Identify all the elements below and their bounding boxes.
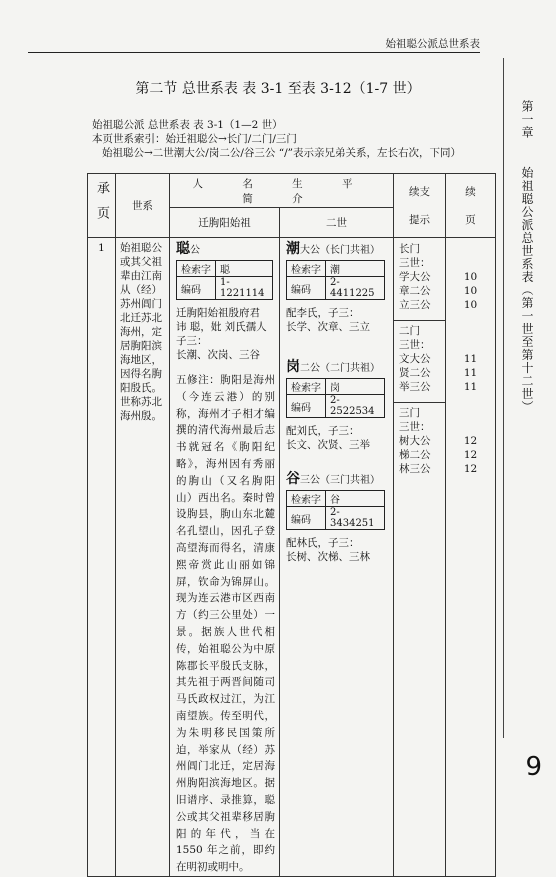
son-id-box — [286, 490, 385, 530]
col-header-bio: 人 名 生 平 简 介 — [170, 174, 394, 208]
next-page-group — [446, 238, 495, 321]
id-value: 聪 — [216, 261, 273, 277]
subheader-founder: 迁朐阳始祖 — [170, 208, 280, 238]
son-children: 长学、次章、三立 — [286, 321, 370, 333]
next-page: 10 — [463, 285, 478, 297]
son-entry — [286, 242, 389, 360]
founder-line-2: 讳 聪，妣 刘氏孺人 — [176, 321, 267, 333]
branch-name: 学大公 — [399, 271, 431, 283]
side-chapter-title — [511, 100, 533, 414]
founder-heading — [176, 242, 275, 258]
son-suffix: 三公（三门共祖） — [300, 475, 380, 486]
next-page: 11 — [463, 353, 478, 365]
branch-name: 树大公 — [399, 435, 431, 447]
son-children: 长树、次梯、三林 — [286, 551, 370, 563]
next-page: 10 — [463, 271, 478, 283]
branch-door: 三门 — [399, 407, 421, 419]
section-title: 第二节 总世系表 表 3-1 至表 3-12（1-7 世） — [135, 81, 421, 97]
col-header-next-label: 续页 — [465, 185, 476, 226]
branch-name: 林三公 — [399, 463, 431, 475]
table-caption: 始祖聪公派 总世系表 表 3-1（1—2 世） — [92, 119, 283, 131]
id-value: 谷 — [326, 491, 385, 507]
index-line-2: 始祖聪公→二世潮大公/岗二公/谷三公 “/”表示亲兄弟关系，左长右次，下同） — [102, 147, 461, 159]
founder-cell — [170, 238, 280, 877]
son-wife: 配李氏，子三： — [286, 307, 360, 319]
col-header-page-label: 承页 — [94, 180, 109, 231]
founder-suffix: 公 — [190, 245, 200, 256]
branch-door: 二门 — [399, 325, 421, 337]
code-value: 1-1221114 — [216, 277, 273, 300]
side-title: 始祖聪公派总世系表（第一世至第十二世） — [520, 166, 534, 414]
son-wife: 配林氏，子三： — [286, 537, 360, 549]
founder-id-box — [176, 260, 273, 300]
code-label: 编码 — [287, 507, 326, 530]
branch-name: 举三公 — [399, 381, 431, 393]
branch-cell — [394, 238, 446, 877]
next-page: 10 — [463, 299, 478, 311]
next-page: 12 — [463, 463, 478, 475]
founder-line-3: 子三： — [176, 335, 208, 347]
branch-name: 立三公 — [399, 299, 431, 311]
page-number: 9 — [525, 752, 542, 782]
id-label: 检索字 — [287, 491, 326, 507]
founder-line-1: 迁朐阳始祖殷府君 — [176, 307, 260, 319]
id-label: 检索字 — [287, 261, 326, 277]
branch-name: 文大公 — [399, 353, 431, 365]
founder-name: 聪 — [176, 241, 190, 257]
code-value: 2-4411225 — [326, 277, 385, 300]
son-id-box — [286, 378, 385, 418]
branch-generation: 三世： — [399, 421, 431, 433]
son-entry — [286, 472, 389, 564]
next-page-cell — [446, 238, 496, 877]
col-header-next — [446, 174, 496, 238]
code-label: 编码 — [287, 395, 326, 418]
son-name: 岗 — [286, 359, 300, 375]
code-value: 2-3434251 — [326, 507, 385, 530]
next-page: 11 — [463, 381, 478, 393]
next-page: 12 — [463, 449, 478, 461]
branch-door: 长门 — [399, 243, 421, 255]
second-gen-cell — [280, 238, 394, 877]
branch-group — [394, 238, 445, 321]
code-label: 编码 — [287, 277, 326, 300]
next-page: 12 — [463, 435, 478, 447]
branch-name: 贤二公 — [399, 367, 431, 379]
branch-group — [394, 403, 445, 476]
son-suffix: 大公（长门共祖） — [300, 245, 380, 256]
branch-group — [394, 321, 445, 403]
next-page-group — [446, 403, 495, 476]
branch-generation: 三世： — [399, 257, 431, 269]
id-value: 岗 — [326, 379, 385, 395]
son-wife: 配刘氏，子三： — [286, 425, 360, 437]
son-id-box — [286, 260, 385, 300]
son-name: 潮 — [286, 241, 300, 257]
id-value: 潮 — [326, 261, 385, 277]
side-rule — [503, 58, 504, 738]
index-line-1: 本页世系索引：始迁祖聪公→长门/二门/三门 — [92, 133, 297, 145]
side-chapter: 第一章 — [520, 100, 534, 139]
id-label: 检索字 — [287, 379, 326, 395]
founder-line-4: 长潮、次岗、三谷 — [176, 349, 260, 361]
branch-generation: 三世： — [399, 339, 431, 351]
col-header-page — [88, 174, 116, 238]
col-header-branch-label: 续支提示 — [409, 185, 431, 226]
founder-bio-note: 五修注：朐阳是海州（今连云港）的别称，海州才子相才编撰的清代海州最后志书就冠名《朐阳纪略》，海州因有秀丽的朐山（又名朐阳山）西出名。秦时曾设朐县，朐山东北麓名孔望山，因孔子登高望海而得名，清康熙帝赏此山丽如锦屏，钦命为锦屏山。现为连云港市区西南方（约三公里处）一景。据族人世代相传，始祖聪公为中原陈郡长平殷氏支脉，其先祖于两晋间随司马氏政权过江，为江南望族。传至明代，为朱明移民国策所迫，举家从（经）苏州阊门北迁，定居海州朐阳滨海地区。据旧谱序、录推算，聪公或其父祖辈移居朐阳的年代，当在 1550 年之前，即约在明初或明中。 — [176, 374, 275, 874]
genealogy-table — [87, 173, 496, 877]
header-rule — [28, 52, 480, 53]
running-header: 始祖聪公派总世系表 — [385, 38, 480, 50]
son-name: 谷 — [286, 471, 300, 487]
next-page-group — [446, 321, 495, 403]
son-children: 长文、次贤、三举 — [286, 439, 370, 451]
branch-name: 梯二公 — [399, 449, 431, 461]
row-page-number: 1 — [88, 238, 116, 877]
col-header-generation: 世系 — [116, 174, 170, 238]
code-label: 编码 — [177, 277, 216, 300]
next-page: 11 — [463, 367, 478, 379]
son-suffix: 二公（二门共祖） — [300, 363, 380, 374]
subheader-second-gen: 二世 — [280, 208, 394, 238]
son-entry — [286, 360, 389, 472]
col-header-branch — [394, 174, 446, 238]
branch-name: 章二公 — [399, 285, 431, 297]
code-value: 2-2522534 — [326, 395, 385, 418]
id-label: 检索字 — [177, 261, 216, 277]
generation-description: 始祖聪公或其父祖辈由江南从（经）苏州阊门北迁苏北海州，定居朐阳滨海地区，因得名朐阳殷氏。世称苏北海州殷。 — [116, 238, 170, 877]
